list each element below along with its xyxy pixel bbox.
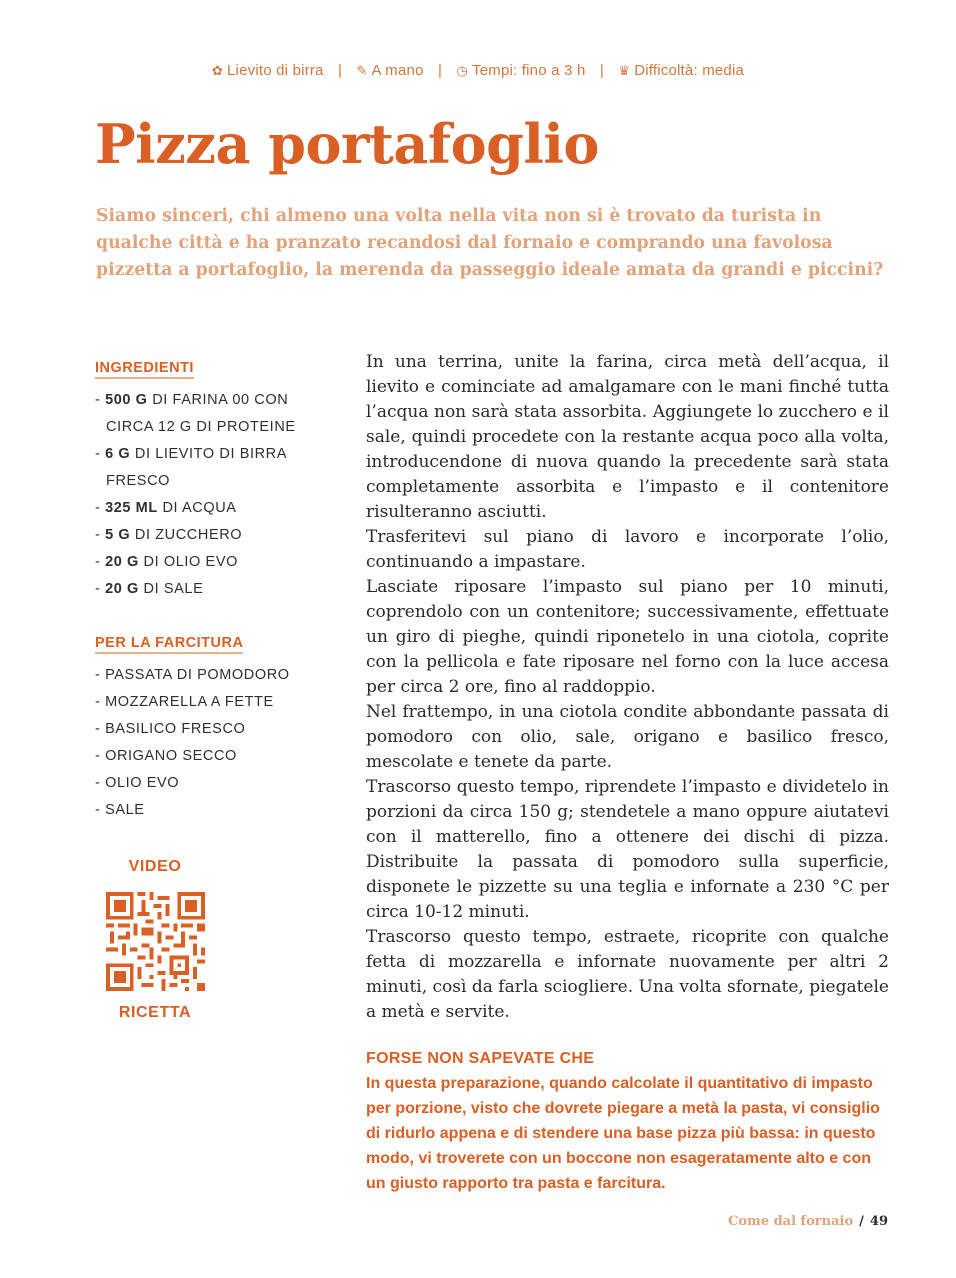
- topping-text: MOZZARELLA A FETTE: [105, 694, 274, 710]
- ingredient-qty: 500 G: [105, 392, 148, 408]
- topping-item: - PASSATA DI POMODORO: [95, 667, 290, 683]
- ingredient-text: DI ACQUA: [162, 500, 237, 516]
- ingredient-qty: 6 G: [105, 446, 131, 462]
- topping-text: ORIGANO SECCO: [105, 748, 237, 764]
- meta-time-label: Tempi: fino a 3 h: [472, 62, 586, 79]
- ingredient-qty: 20 G: [105, 554, 139, 570]
- meta-separator: |: [438, 62, 443, 79]
- ingredient-item: - 5 G DI ZUCCHERO: [95, 527, 243, 543]
- topping-item: - ORIGANO SECCO: [95, 748, 237, 764]
- tip-text: In questa preparazione, quando calcolate il quantitativo di impasto per porzione, visto che dovrete piegare a metà la pasta, vi consiglio di ridurlo appena e di stendere una base pizza più bassa: in questo modo, vi troverete con un boccone non esageratamente alto e con un giusto rapporto tra pasta e farcitura.: [366, 1075, 880, 1192]
- topping-text: OLIO EVO: [105, 775, 180, 791]
- meta-separator: |: [599, 62, 604, 79]
- instruction-paragraph: Trasferitevi sul piano di lavoro e incorporate l’olio, continuando a impastare.: [366, 527, 889, 572]
- ingredient-item: - 20 G DI SALE: [95, 581, 204, 597]
- recipe-meta-bar: [0, 62, 956, 79]
- qr-code-icon[interactable]: [106, 892, 205, 991]
- topping-item: - SALE: [95, 802, 145, 818]
- meta-difficulty: [618, 62, 744, 79]
- topping-list: [95, 662, 325, 824]
- ingredient-qty: 20 G: [105, 581, 139, 597]
- chef-hat-icon: ♛: [618, 63, 631, 78]
- footer-separator: /: [859, 1214, 864, 1229]
- meta-difficulty-label: Difficoltà: media: [634, 62, 745, 79]
- tip-section: [366, 1046, 889, 1196]
- ingredient-text: DI LIEVITO DI BIRRA FRESCO: [106, 446, 287, 489]
- hand-icon: ✎: [356, 63, 368, 78]
- ingredient-text: DI ZUCCHERO: [134, 527, 243, 543]
- ingredient-text: DI FARINA 00 CON CIRCA 12 G DI PROTEINE: [106, 392, 296, 435]
- instruction-paragraph: Trascorso questo tempo, estraete, ricoprite con qualche fetta di mozzarella e infornate nuovamente per altri 2 minuti, così da farla sciogliere. Una volta sfornate, piegatele a metà e servite.: [366, 927, 889, 1022]
- ingredient-item: - 6 G DI LIEVITO DI BIRRA FRESCO: [95, 446, 287, 489]
- topping-section: [95, 632, 325, 824]
- ingredients-list: [95, 387, 325, 603]
- recipe-video-label: RICETTA: [118, 1004, 192, 1021]
- ingredient-text: DI SALE: [143, 581, 204, 597]
- topping-item: - MOZZARELLA A FETTE: [95, 694, 274, 710]
- ingredient-qty: 325 ML: [105, 500, 158, 516]
- meta-method-label: A mano: [371, 62, 424, 79]
- topping-item: - OLIO EVO: [95, 775, 180, 791]
- topping-text: SALE: [105, 802, 145, 818]
- ingredient-item: - 325 ML DI ACQUA: [95, 500, 237, 516]
- ingredient-text: DI OLIO EVO: [143, 554, 238, 570]
- tip-heading: FORSE NON SAPEVATE CHE: [366, 1050, 595, 1067]
- page-footer: [728, 1214, 888, 1229]
- meta-time: [456, 62, 585, 79]
- topping-heading: PER LA FARCITURA: [95, 635, 243, 654]
- ingredients-section: [95, 357, 325, 603]
- recipe-instructions: [366, 350, 889, 1025]
- ingredient-qty: 5 G: [105, 527, 131, 543]
- instruction-paragraph: Nel frattempo, in una ciotola condite abbondante passata di pomodoro con olio, sale, origano e basilico fresco, mescolate e tenete da parte.: [366, 702, 889, 772]
- page-number: 49: [869, 1214, 888, 1229]
- topping-item: - BASILICO FRESCO: [95, 721, 246, 737]
- clock-icon: ◷: [456, 63, 469, 78]
- meta-separator: |: [337, 62, 343, 79]
- page-title: Pizza portafoglio: [95, 112, 599, 176]
- ingredient-item: - 500 G DI FARINA 00 CON CIRCA 12 G DI PROTEINE: [95, 392, 296, 435]
- instruction-paragraph: Lasciate riposare l’impasto sul piano per 10 minuti, coprendolo con un contenitore; successivamente, effettuate un giro di pieghe, quindi riponetelo in una ciotola, coprite con la pellicola e fate riposare nel forno con la luce accesa per circa 2 ore, fino al raddoppio.: [366, 577, 889, 697]
- ingredient-item: - 20 G DI OLIO EVO: [95, 554, 238, 570]
- topping-text: PASSATA DI POMODORO: [105, 667, 290, 683]
- wheat-icon: ✿: [211, 63, 224, 78]
- ingredients-heading: INGREDIENTI: [95, 360, 194, 379]
- book-title: Come dal fornaio: [728, 1214, 854, 1229]
- meta-yeast-label: Lievito di birra: [227, 62, 324, 79]
- instruction-paragraph: Trascorso questo tempo, riprendete l’impasto e dividetelo in porzioni da circa 150 g; stendetele a mano oppure aiutatevi con il matterello, fino a ottenere dei dischi di pizza. Distribuite la passata di pomodoro sulla superficie, disponete le pizzette su una teglia e infornate a 230 °C per circa 10-12 minuti.: [366, 777, 889, 922]
- instruction-paragraph: In una terrina, unite la farina, circa metà dell’acqua, il lievito e cominciate ad amalgamare con le mani finché tutta l’acqua non sarà stata assorbita. Aggiungete lo zucchero e il sale, quindi procedete con la restante acqua poco alla volta, introducendone di nuova quando la precedente sarà stata completamente assorbita e l’impasto e il contenitore risulteranno asciutti.: [366, 352, 889, 522]
- intro-paragraph: Siamo sinceri, chi almeno una volta nella vita non si è trovato da turista in qualche città e ha pranzato recandosi dal fornaio e comprando una favolosa pizzetta a portafoglio, la merenda da passeggio ideale amata da grandi e piccini?: [96, 206, 884, 280]
- meta-method: [356, 62, 423, 79]
- video-label: VIDEO: [128, 858, 182, 875]
- topping-text: BASILICO FRESCO: [105, 721, 246, 737]
- meta-yeast: [212, 62, 324, 79]
